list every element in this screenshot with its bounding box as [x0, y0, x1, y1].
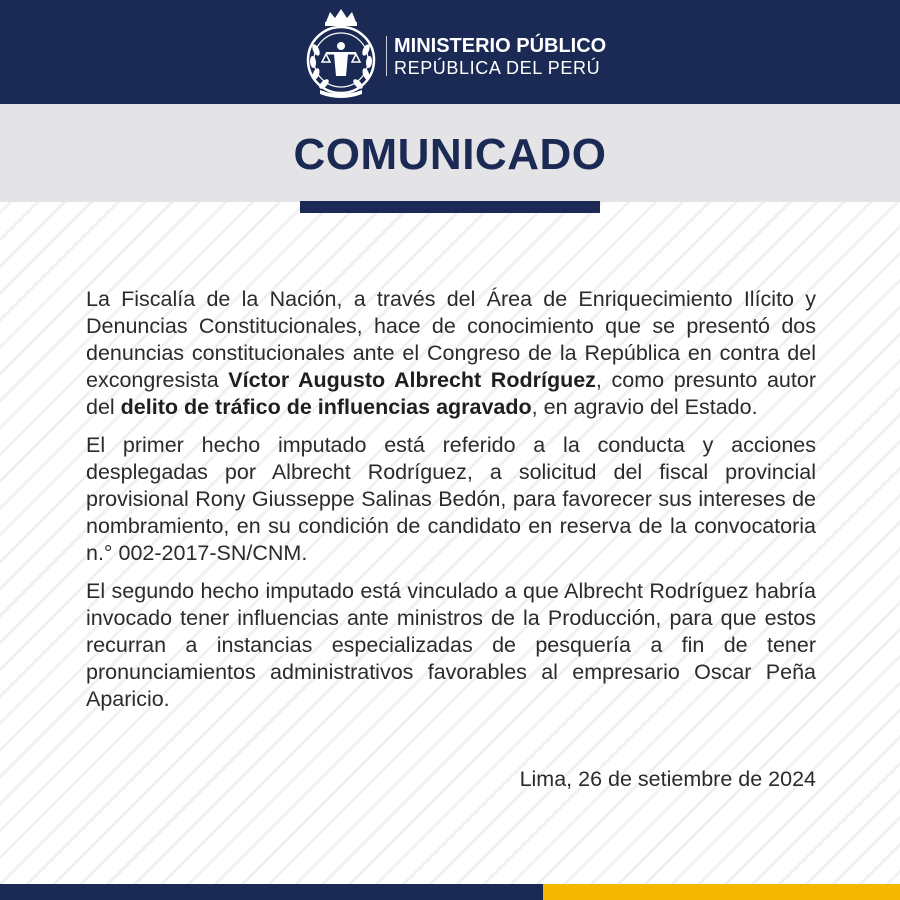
institution-logo	[304, 6, 607, 102]
paragraph-1-text-c: , en agravio del Estado.	[531, 395, 758, 419]
logo-divider	[386, 36, 387, 76]
footer-stripe-gold	[543, 884, 900, 900]
title-underline	[300, 201, 600, 213]
paragraph-3: El segundo hecho imputado está vinculado a que Albrecht Rodríguez habría invocado tener influencias ante ministros de la Producción, para que estos recurran a instancias especializadas de pesquería a fin de tener pronunciamientos administrativos favorables al empresario Oscar Peña Aparicio.	[86, 579, 816, 711]
ministerio-publico-seal-icon	[304, 6, 378, 100]
org-name: MINISTERIO PÚBLICO	[394, 35, 607, 57]
paragraph-1	[86, 286, 816, 421]
date-signoff: Lima, 26 de setiembre de 2024	[519, 767, 816, 791]
offense-name: delito de tráfico de influencias agravado	[120, 395, 532, 419]
org-subtitle: REPÚBLICA DEL PERÚ	[394, 58, 601, 78]
statement-body	[86, 286, 816, 724]
header-bar	[0, 0, 900, 104]
footer-stripe-navy	[0, 884, 543, 900]
page-title: COMUNICADO	[293, 130, 607, 179]
paragraph-2: El primer hecho imputado está referido a la conducta y acciones desplegadas por Albrecht Rodríguez, a solicitud del fiscal provincial provisional Rony Giusseppe Salinas Bedón, para favorecer sus intereses de nombramiento, en su condición de candidato en reserva de la convocatoria n.° 002-2017-SN/CNM.	[86, 433, 816, 565]
accused-name: Víctor Augusto Albrecht Rodríguez	[228, 368, 596, 392]
paragraph-1-text-b: , como presunto autor del	[86, 368, 816, 419]
paragraph-1-text-a: La Fiscalía de la Nación, a través del Área de Enriquecimiento Ilícito y Denuncias Constitucionales, hace de conocimiento que se presentó dos denuncias constitucionales ante el Congreso de la República en contra del excongresista	[86, 287, 816, 392]
